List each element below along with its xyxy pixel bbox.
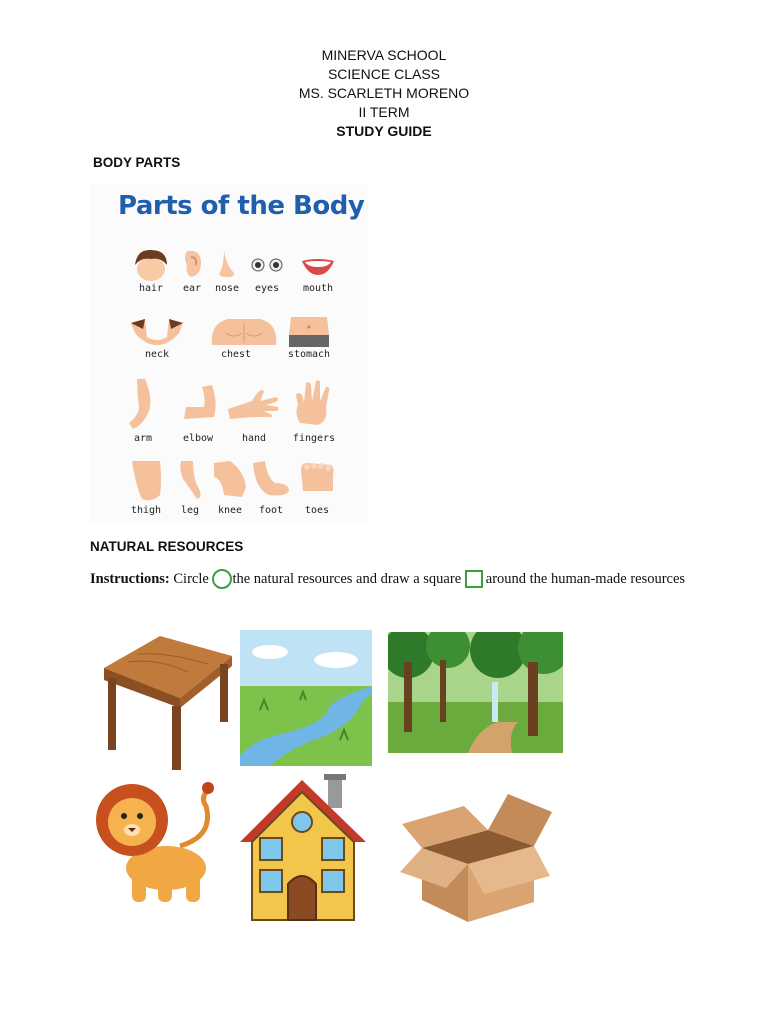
label-nose: nose [214,283,240,294]
document-header [0,46,768,141]
label-arm: arm [133,433,153,444]
body-part-chest [208,315,264,360]
label-neck: neck [144,349,170,360]
teacher-name: MS. SCARLETH MORENO [298,85,470,101]
body-part-hand [226,377,282,444]
label-elbow: elbow [182,433,214,444]
label-mouth: mouth [302,283,334,294]
document-title: STUDY GUIDE [336,123,432,139]
lion-image [96,776,220,906]
label-fingers: fingers [292,433,336,444]
class-name: SCIENCE CLASS [327,66,441,82]
body-part-stomach [281,315,337,360]
section-heading-body-parts: BODY PARTS [93,155,181,170]
square-icon [465,570,483,588]
instructions-text-3: around the human-made resources [485,571,686,587]
label-knee: knee [217,505,243,516]
house-image [236,772,370,922]
poster-title: Parts of the Body [118,191,365,221]
label-thigh: thigh [130,505,162,516]
instructions-text-1: Circle [169,571,213,587]
body-part-arm [115,377,171,444]
body-part-elbow [170,377,226,444]
label-foot: foot [258,505,284,516]
body-part-fingers [286,377,342,444]
body-part-neck [129,315,185,360]
instructions [90,569,690,590]
label-ear: ear [182,283,202,294]
section-heading-natural-resources: NATURAL RESOURCES [90,539,244,554]
label-toes: toes [304,505,330,516]
body-parts-poster [90,185,368,523]
body-part-eyes [239,247,295,294]
label-chest: chest [220,349,252,360]
label-leg: leg [180,505,200,516]
body-part-mouth [290,247,346,294]
term: II TERM [358,104,410,120]
label-eyes: eyes [254,283,280,294]
instructions-label: Instructions: [90,571,170,587]
forest-image [388,632,563,753]
circle-icon [212,569,232,589]
label-hair: hair [138,283,164,294]
table-image [98,628,234,773]
school-name: MINERVA SCHOOL [321,47,447,63]
instructions-text-2: the natural resources and draw a square [232,571,465,587]
body-part-toes [289,457,345,516]
river-image [240,630,372,766]
box-image [398,790,554,924]
label-stomach: stomach [287,349,331,360]
label-hand: hand [241,433,267,444]
